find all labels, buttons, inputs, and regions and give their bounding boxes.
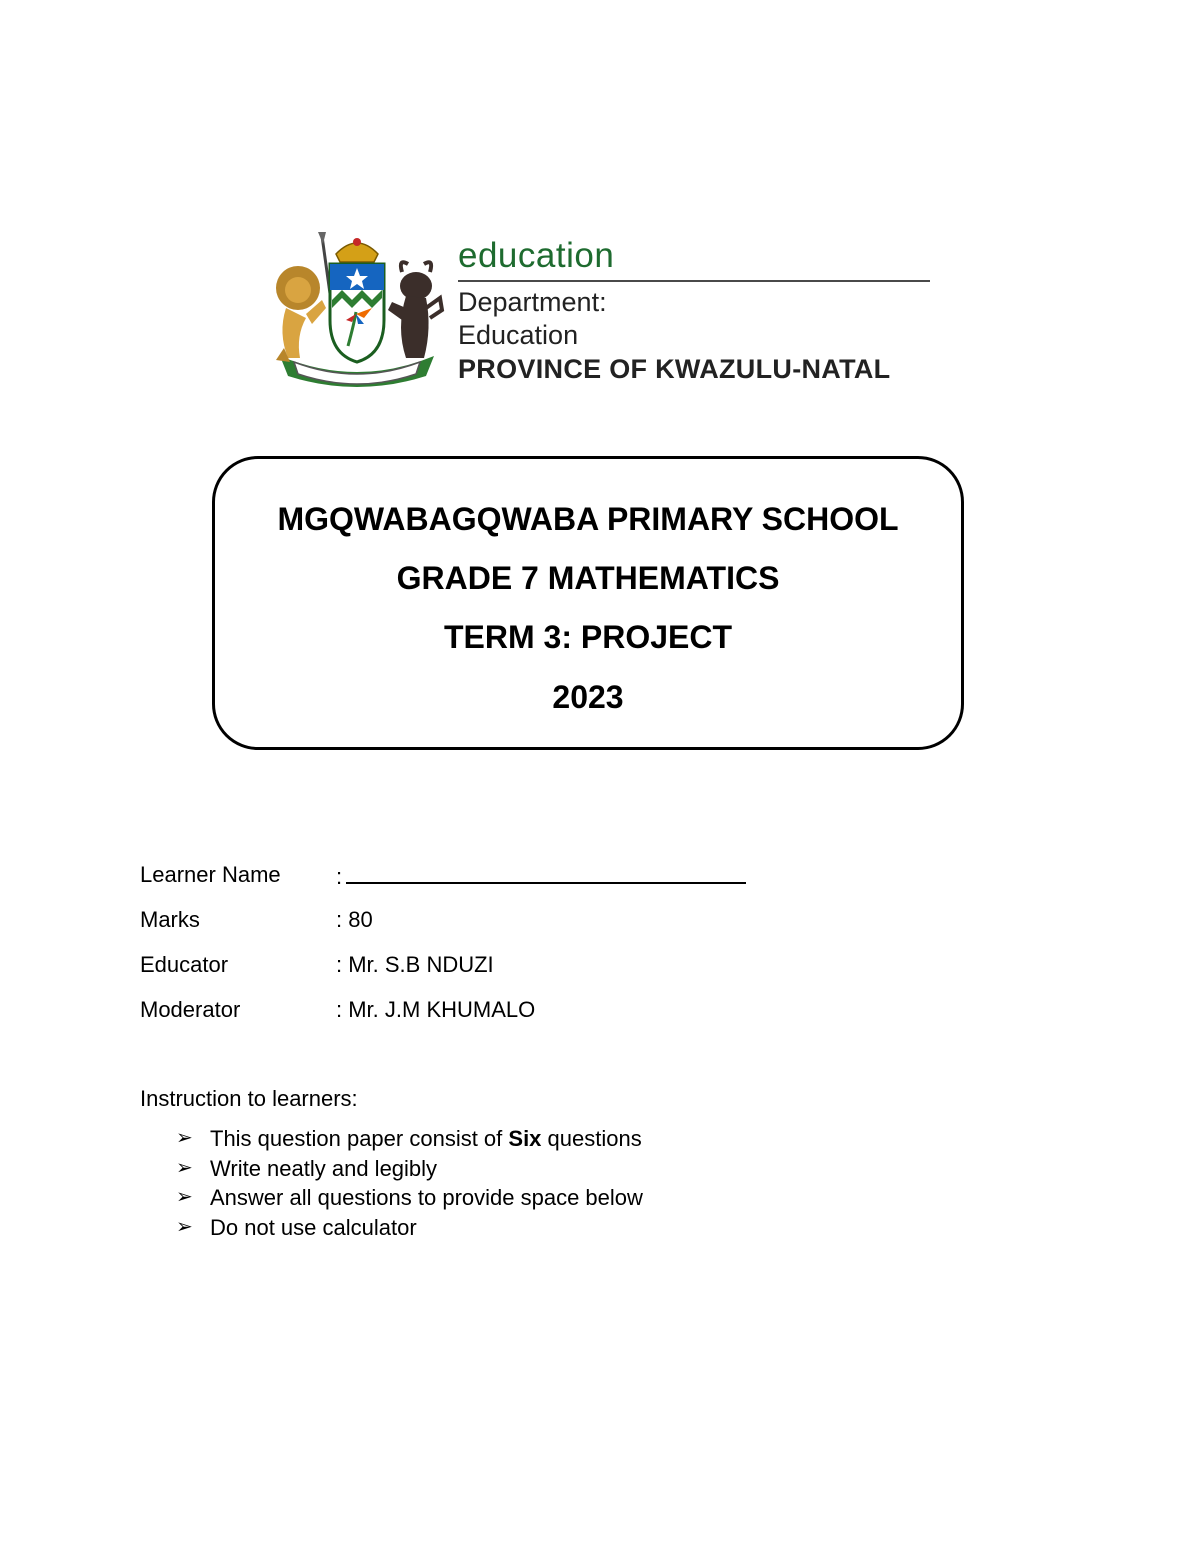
instructions-section (140, 1082, 840, 1242)
arrowhead-bullet-icon: ➢ (176, 1127, 193, 1149)
list-item (140, 1124, 840, 1154)
brand-word: education (458, 236, 615, 275)
arrowhead-bullet-icon: ➢ (176, 1215, 193, 1238)
school-name: MGQWABAGQWABA PRIMARY SCHOOL (277, 501, 899, 537)
instruction-text: Answer all questions to provide space below (210, 1185, 643, 1210)
list-item (140, 1154, 840, 1184)
list-item (140, 1183, 840, 1213)
marks-value: : 80 (336, 907, 373, 932)
title-box (212, 456, 964, 750)
educator-label: Educator (140, 952, 229, 977)
learner-name-value (336, 858, 746, 894)
educator-value: : Mr. S.B NDUZI (336, 952, 494, 977)
department-line: Department: (458, 287, 607, 317)
province-name: PROVINCE OF KWAZULU-NATAL (458, 354, 891, 384)
instruction-text: Write neatly and legibly (210, 1155, 438, 1181)
details-section (140, 858, 840, 1038)
detail-row-marks (140, 903, 840, 948)
department-block (458, 228, 934, 386)
marks-label: Marks (140, 907, 200, 932)
instruction-emphasis: Six (508, 1126, 542, 1151)
subject-title: GRADE 7 MATHEMATICS (396, 560, 780, 596)
letterhead (266, 228, 934, 392)
list-item (140, 1213, 840, 1243)
moderator-label: Moderator (140, 997, 241, 1022)
instruction-text-part: questions (541, 1126, 642, 1151)
learner-name-blank-line[interactable] (346, 858, 746, 884)
year-title: 2023 (552, 679, 624, 715)
learner-name-label: Learner Name (140, 862, 281, 887)
detail-row-learner-name (140, 858, 840, 903)
instruction-text-part: This question paper consist of (210, 1126, 509, 1151)
term-title: TERM 3: PROJECT (443, 619, 733, 655)
detail-row-moderator (140, 993, 840, 1038)
instruction-text: Do not use calculator (210, 1214, 417, 1240)
department-name: Education (458, 320, 579, 350)
instructions-heading: Instruction to learners: (140, 1086, 358, 1111)
moderator-value: : Mr. J.M KHUMALO (336, 997, 536, 1022)
arrowhead-bullet-icon: ➢ (176, 1186, 193, 1208)
arrowhead-bullet-icon: ➢ (176, 1156, 193, 1179)
brand-divider (458, 280, 930, 282)
detail-row-educator (140, 948, 840, 993)
learner-name-colon: : (336, 864, 343, 889)
instructions-list (140, 1124, 840, 1242)
coat-of-arms-icon (266, 228, 448, 392)
